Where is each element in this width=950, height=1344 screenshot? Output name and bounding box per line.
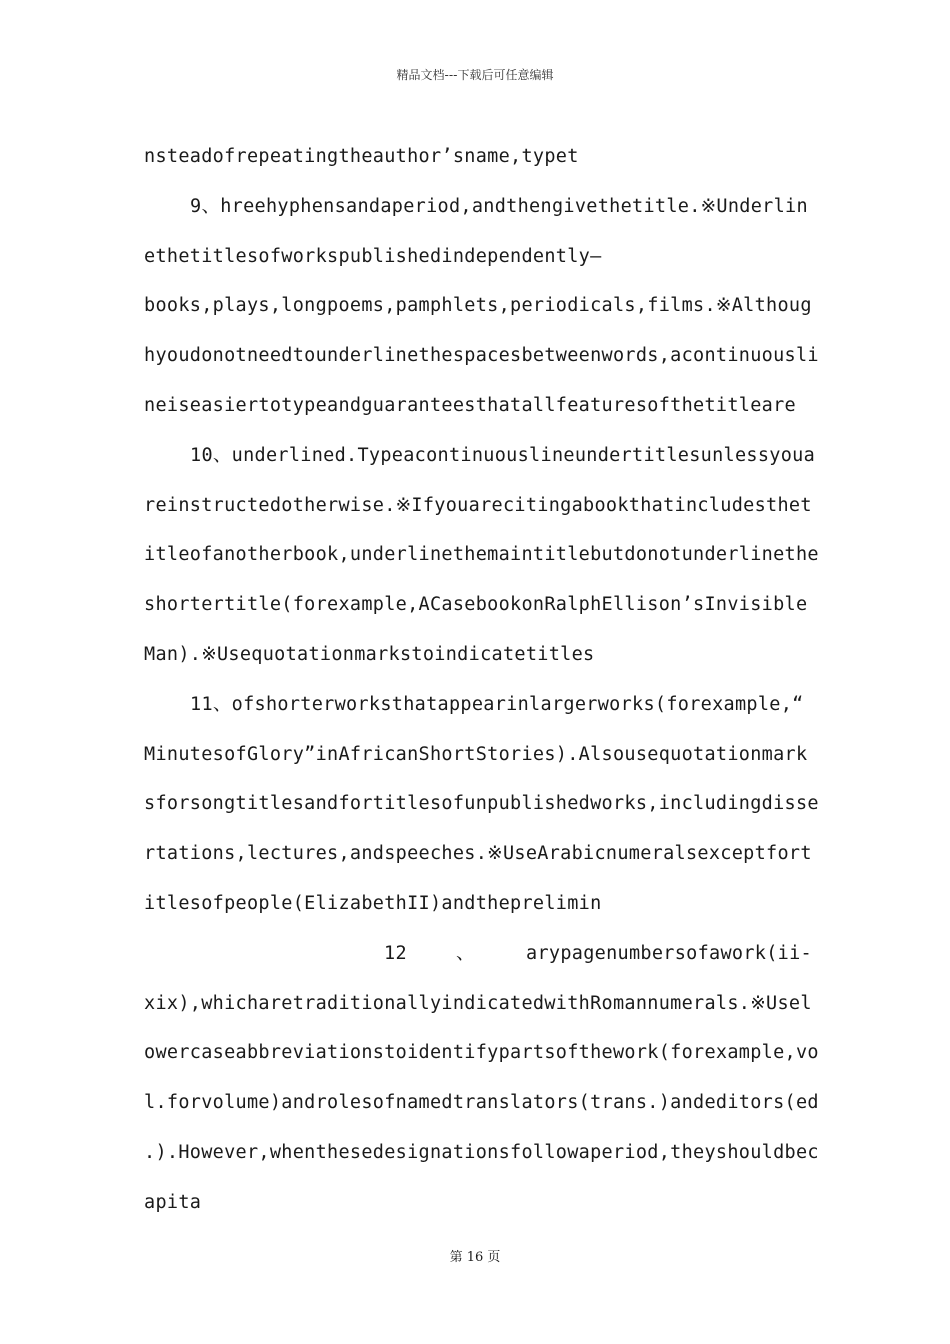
text-line: owercaseabbreviationstoidentifypartsofthework(forexample,vo — [144, 1042, 819, 1064]
text-line: MinutesofGlory”inAfricanShortStories).Alsousequotationmark — [144, 743, 808, 765]
numbered-paragraph-12 — [144, 929, 812, 979]
numbered-paragraph-9: 9、hreehyphensandaperiod,andthengivethetitle.※Underlin — [190, 195, 808, 217]
page-number-footer: 第 16 页 — [449, 1250, 501, 1265]
numbered-paragraph-11: 11、ofshorterworksthatappearinlargerworks(forexample,“ — [190, 693, 804, 715]
text-line: Man).※Usequotationmarkstoindicatetitles — [144, 643, 595, 665]
paragraph-number: 12 — [384, 942, 407, 964]
text-line: l.forvolume)androlesofnamedtranslators(trans.)andeditors(ed — [144, 1092, 819, 1114]
text-line: reinstructedotherwise.※Ifyouarecitingabookthatincludesthet — [144, 494, 812, 516]
text-line: ethetitlesofworkspublishedindependently— — [144, 245, 602, 267]
text-line: itleofanotherbook,underlinethemaintitlebutdonotunderlinethe — [144, 544, 819, 566]
page-header: 精品文档---下载后可任意编辑 — [396, 68, 554, 82]
text-line: .).However,whenthesedesignationsfollowaperiod,theyshouldbec — [144, 1141, 819, 1163]
text-line: apita — [144, 1191, 202, 1213]
paragraph-text: arypagenumbersofawork(ii- — [526, 942, 812, 964]
text-line: nsteadofrepeatingtheauthor’sname,typet — [144, 146, 579, 167]
document-body — [144, 132, 819, 1228]
text-line: hyoudonotneedtounderlinethespacesbetweenwords,acontinuousli — [144, 345, 819, 367]
text-line: rtations,lectures,andspeeches.※UseArabicnumeralsexceptfort — [144, 843, 812, 865]
text-line: itlesofpeople(ElizabethII)andtheprelimin — [144, 892, 602, 914]
text-line: books,plays,longpoems,pamphlets,periodicals,films.※Althoug — [144, 295, 812, 317]
paragraph-separator: 、 — [456, 942, 475, 964]
text-line: sforsongtitlesandfortitlesofunpublishedworks,includingdisse — [144, 793, 819, 815]
text-line: shortertitle(forexample,ACasebookonRalphEllison’sInvisible — [144, 594, 808, 616]
text-line: neiseasiertotypeandguaranteesthatallfeaturesofthetitleare — [144, 394, 796, 416]
numbered-paragraph-10: 10、underlined.Typeacontinuouslineundertitlesunlessyoua — [190, 444, 816, 466]
text-line: xix),whicharetraditionallyindicatedwithRomannumerals.※Usel — [144, 992, 812, 1014]
